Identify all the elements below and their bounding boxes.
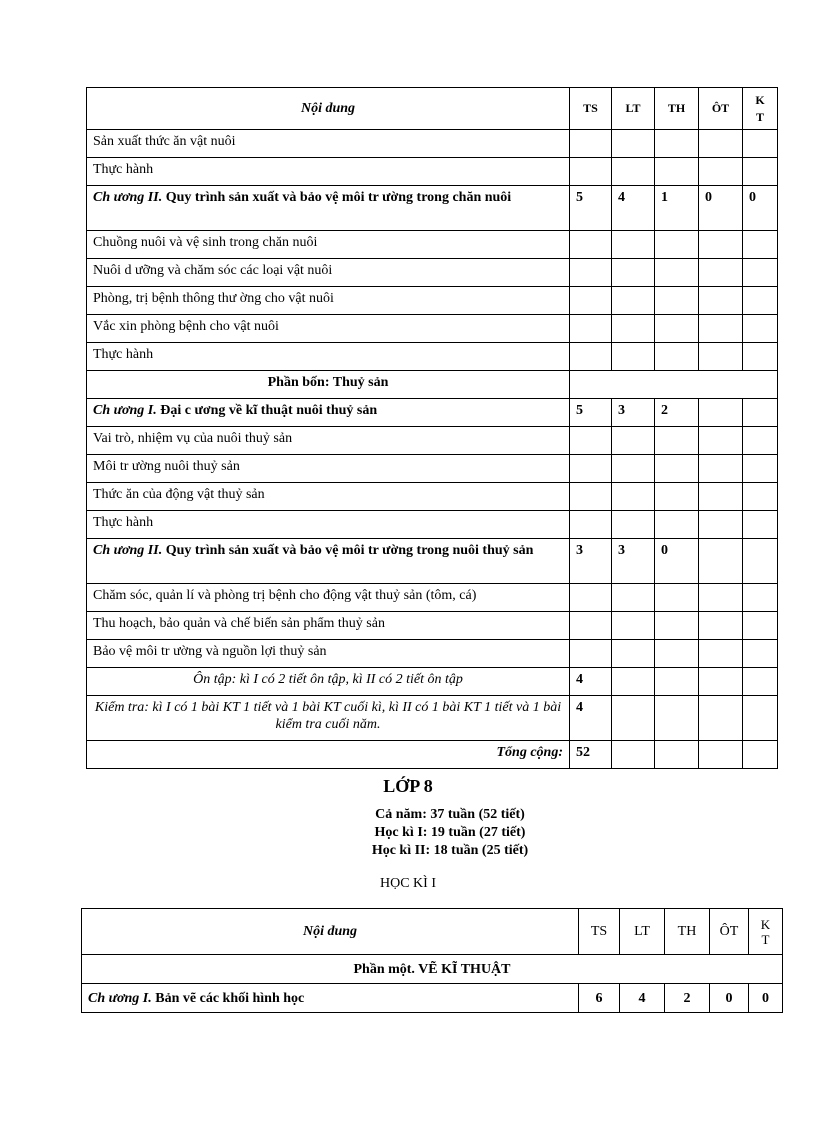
cell-th: 2 [655,399,699,427]
table-row [87,483,778,511]
cell-kt: 0 [749,984,783,1013]
cell-lt [612,315,655,343]
cell-kt [743,539,778,584]
part-row [87,371,778,399]
cell-ot [699,455,743,483]
cell-lt [612,231,655,259]
cell-ot [699,612,743,640]
cell-ot [699,130,743,158]
cell-ts [570,483,612,511]
cell-ts: 52 [570,741,612,769]
empty-cell [570,371,778,399]
cell-kt [743,696,778,741]
cell-ot [699,668,743,696]
cell-ot [699,427,743,455]
chapter-row [87,539,778,584]
semester-heading: HỌC KÌ I [380,876,436,891]
cell-th [655,483,699,511]
cell-th [655,511,699,539]
table-header-row [82,909,783,955]
cell-th [655,741,699,769]
chapter-name: Quy trình sản xuất và bảo vệ môi tr ường trong chăn nuôi [162,190,512,205]
cell-th [655,668,699,696]
cell-kt [743,511,778,539]
cell-ts: 4 [570,668,612,696]
cell-ot [699,584,743,612]
cell-lt [612,511,655,539]
row-label: Ôn tập: kì I có 2 tiết ôn tập, kì II có 2 tiết ôn tập [87,668,570,696]
cell-kt: 0 [743,186,778,231]
chapter-row [82,984,783,1013]
cell-ts: 5 [570,186,612,231]
header-kt [749,909,783,955]
cell-lt [612,287,655,315]
cell-lt [612,455,655,483]
chapter-name: Quy trình sản xuất và bảo vệ môi tr ường trong nuôi thuỷ sản [162,543,534,558]
cell-th [655,427,699,455]
cell-ts: 5 [570,399,612,427]
cell-kt [743,741,778,769]
chapter-title [87,186,570,231]
cell-th: 0 [655,539,699,584]
chapter-label: Ch ương II. [93,190,163,205]
cell-ot [699,231,743,259]
chapter-name: Đại c ương về kĩ thuật nuôi thuỷ sản [156,403,378,418]
table-row [87,315,778,343]
chapter-title [87,399,570,427]
cell-ts [570,287,612,315]
cell-ts [570,455,612,483]
cell-lt [612,427,655,455]
cell-th [655,259,699,287]
part-title: Phần một. VẼ KĨ THUẬT [82,955,783,984]
curriculum-table-grade8 [81,908,783,1013]
cell-kt [743,668,778,696]
header-ot: ÔT [710,909,749,955]
cell-kt [743,640,778,668]
cell-ts [570,343,612,371]
chapter-title [87,539,570,584]
chapter-row [87,186,778,231]
cell-lt [612,158,655,186]
cell-ts: 6 [579,984,620,1013]
table-row [87,343,778,371]
cell-lt [612,741,655,769]
header-ot: ÔT [699,88,743,130]
chapter-label: Ch ương I. [88,990,152,1006]
cell-th [655,640,699,668]
cell-kt [743,399,778,427]
cell-lt [612,584,655,612]
cell-ts: 3 [570,539,612,584]
chapter-label: Ch ương II. [93,543,163,558]
row-label: Thu hoạch, bảo quản và chế biến sản phẩm thuỷ sản [87,612,570,640]
table-row [87,640,778,668]
table-row [87,287,778,315]
row-label: Môi tr ường nuôi thuỷ sản [87,455,570,483]
cell-th: 1 [655,186,699,231]
cell-kt [743,483,778,511]
cell-kt [743,130,778,158]
row-label: Vai trò, nhiệm vụ của nuôi thuỷ sản [87,427,570,455]
cell-lt [612,483,655,511]
table-row [87,668,778,696]
row-label: Vắc xin phòng bệnh cho vật nuôi [87,315,570,343]
total-label: Tổng cộng: [87,741,570,769]
cell-lt [612,640,655,668]
cell-lt: 4 [620,984,665,1013]
row-label: Chuồng nuôi và vệ sinh trong chăn nuôi [87,231,570,259]
header-kt-text: KT [760,916,771,947]
cell-ts [570,158,612,186]
chapter-name: Bản vẽ các khối hình học [151,990,305,1006]
cell-ts [570,315,612,343]
cell-ot [699,539,743,584]
table-header-row [87,88,778,130]
header-content: Nội dung [87,88,570,130]
cell-ot [699,315,743,343]
row-label: Bảo vệ môi tr ường và nguồn lợi thuỷ sản [87,640,570,668]
part-title: Phần bốn: Thuỷ sản [87,371,570,399]
cell-th [655,343,699,371]
total-row [87,741,778,769]
cell-th [655,287,699,315]
row-label: Chăm sóc, quản lí và phòng trị bệnh cho động vật thuỷ sản (tôm, cá) [87,584,570,612]
header-ts: TS [579,909,620,955]
cell-th [655,455,699,483]
chapter-row [87,399,778,427]
cell-ot [699,287,743,315]
curriculum-table-grade7 [86,87,778,769]
cell-ts [570,584,612,612]
row-label: Phòng, trị bệnh thông thư ờng cho vật nuôi [87,287,570,315]
cell-kt [743,427,778,455]
table-row [87,696,778,741]
cell-ot [699,696,743,741]
header-th: TH [665,909,710,955]
cell-th [655,612,699,640]
cell-ts [570,130,612,158]
cell-ts [570,427,612,455]
table-row [87,427,778,455]
row-label: Kiểm tra: kì I có 1 bài KT 1 tiết và 1 bài KT cuối kì, kì II có 1 bài KT 1 tiết và 1 bài kiểm tra cuối năm. [87,696,570,741]
cell-kt [743,158,778,186]
cell-th: 2 [665,984,710,1013]
cell-kt [743,259,778,287]
cell-lt [612,130,655,158]
table-row [87,455,778,483]
chapter-title [82,984,579,1013]
cell-ot: 0 [710,984,749,1013]
cell-kt [743,315,778,343]
year-summary: Cả năm: 37 tuần (52 tiết) [375,807,525,822]
cell-th [655,584,699,612]
cell-ot [699,343,743,371]
cell-ts [570,612,612,640]
cell-ot [699,640,743,668]
curriculum-table-body [87,88,778,769]
cell-ts [570,259,612,287]
row-label: Nuôi d ưỡng và chăm sóc các loại vật nuôi [87,259,570,287]
cell-lt [612,259,655,287]
cell-lt [612,612,655,640]
cell-kt [743,455,778,483]
cell-th [655,696,699,741]
cell-ot [699,399,743,427]
header-lt: LT [612,88,655,130]
grade-title: LỚP 8 [383,776,433,796]
cell-lt: 3 [612,539,655,584]
cell-kt [743,343,778,371]
cell-kt [743,612,778,640]
part-row [82,955,783,984]
table-row [87,130,778,158]
cell-kt [743,231,778,259]
header-kt [743,88,778,130]
table-row [87,158,778,186]
cell-ot [699,158,743,186]
table-row [87,231,778,259]
cell-th [655,130,699,158]
cell-ot [699,741,743,769]
header-kt-text: KT [755,92,765,124]
header-lt: LT [620,909,665,955]
cell-lt: 4 [612,186,655,231]
semester2-summary: Học kì II: 18 tuần (25 tiết) [371,843,529,858]
cell-ot [699,259,743,287]
cell-th [655,231,699,259]
table-row [87,612,778,640]
cell-ts [570,511,612,539]
cell-lt [612,696,655,741]
cell-lt: 3 [612,399,655,427]
table-row [87,584,778,612]
row-label: Thực hành [87,158,570,186]
cell-ot [699,483,743,511]
cell-ot [699,511,743,539]
cell-kt [743,287,778,315]
row-label: Sản xuất thức ăn vật nuôi [87,130,570,158]
cell-th [655,158,699,186]
cell-ot: 0 [699,186,743,231]
header-ts: TS [570,88,612,130]
cell-lt [612,668,655,696]
header-content: Nội dung [82,909,579,955]
cell-lt [612,343,655,371]
row-label: Thực hành [87,343,570,371]
row-label: Thực hành [87,511,570,539]
cell-ts: 4 [570,696,612,741]
cell-th [655,315,699,343]
semester1-summary: Học kì I: 19 tuần (27 tiết) [374,825,526,840]
table-row [87,259,778,287]
cell-kt [743,584,778,612]
cell-ts [570,231,612,259]
row-label: Thức ăn của động vật thuỷ sản [87,483,570,511]
table-row [87,511,778,539]
cell-ts [570,640,612,668]
chapter-label: Ch ương I. [93,403,157,418]
header-th: TH [655,88,699,130]
grade-summary [0,806,816,860]
